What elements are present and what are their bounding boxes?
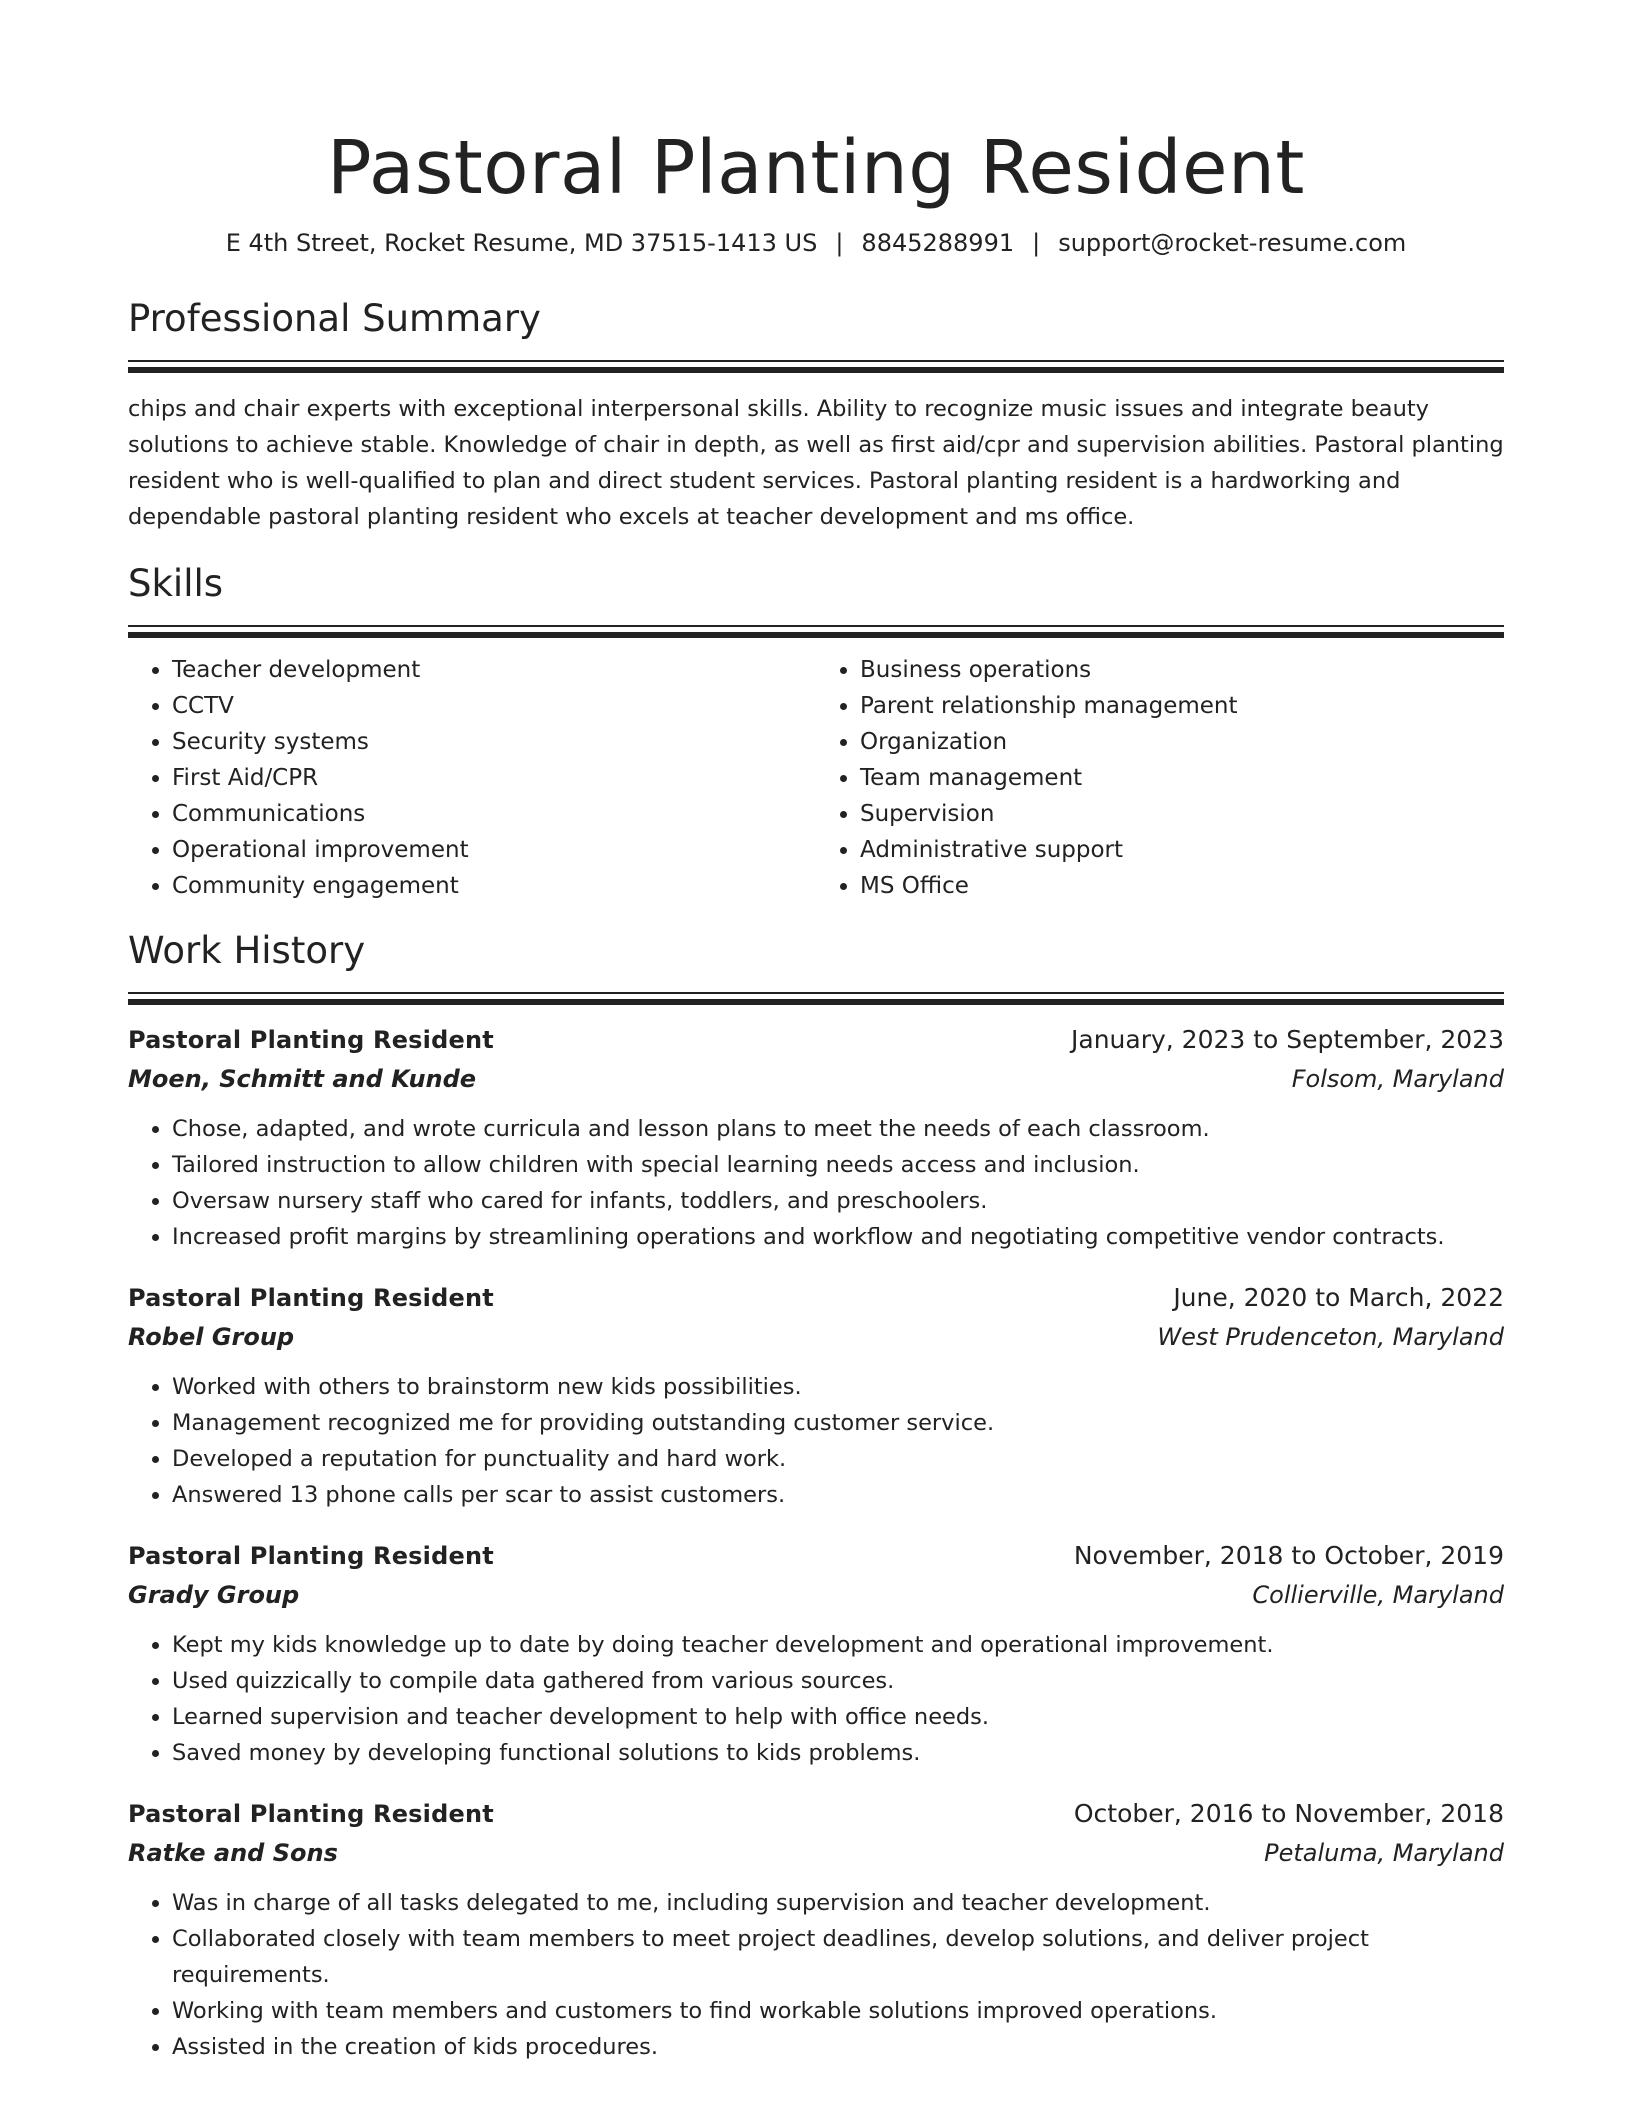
contact-phone: 8845288991: [861, 229, 1015, 257]
section-divider-thick: [128, 632, 1504, 638]
skill-item: • Parent relationship management: [860, 688, 1504, 724]
duty-item: • Developed a reputation for punctuality and hard work.: [172, 1441, 1504, 1477]
job-duties: [128, 1885, 1504, 2065]
skills-section: [128, 559, 1504, 904]
job-duties: [128, 1369, 1504, 1513]
work-history-heading: Work History: [128, 929, 366, 972]
summary-heading: Professional Summary: [128, 297, 541, 340]
section-divider-thick: [128, 367, 1504, 373]
job-company: Ratke and Sons: [128, 1839, 338, 1867]
job-entry: [128, 1537, 1504, 1771]
job-dates: October, 2016 to November, 2018: [1073, 1799, 1504, 1828]
duty-item: • Working with team members and customers to find workable solutions improved operations.: [172, 1993, 1504, 2029]
skill-item: • Security systems: [172, 724, 816, 760]
job-duties: [128, 1627, 1504, 1771]
duty-item: • Worked with others to brainstorm new kids possibilities.: [172, 1369, 1504, 1405]
job-company: Grady Group: [128, 1581, 300, 1609]
job-title: Pastoral Planting Resident: [128, 1800, 494, 1828]
skill-item: • Communications: [172, 796, 816, 832]
job-header: [128, 1795, 1504, 1833]
job-title: Pastoral Planting Resident: [128, 1284, 494, 1312]
skill-item: • First Aid/CPR: [172, 760, 816, 796]
duty-item: • Increased profit margins by streamlining operations and workflow and negotiating competitive vendor contracts.: [172, 1219, 1504, 1255]
duty-item: • Collaborated closely with team members to meet project deadlines, develop solutions, and deliver project requirements.: [172, 1921, 1504, 1993]
duty-item: • Learned supervision and teacher development to help with office needs.: [172, 1699, 1504, 1735]
duty-item: • Kept my kids knowledge up to date by doing teacher development and operational improvement.: [172, 1627, 1504, 1663]
job-subheader: [128, 1575, 1504, 1615]
duty-item: • Management recognized me for providing outstanding customer service.: [172, 1405, 1504, 1441]
duty-item: • Oversaw nursery staff who cared for infants, toddlers, and preschoolers.: [172, 1183, 1504, 1219]
job-dates: November, 2018 to October, 2019: [1073, 1541, 1504, 1570]
contact-separator: |: [835, 229, 844, 257]
skills-list-left: [128, 652, 816, 904]
contact-email: support@rocket-resume.com: [1058, 229, 1407, 257]
contact-address: E 4th Street, Rocket Resume, MD 37515-1413 US: [225, 229, 818, 257]
job-dates: January, 2023 to September, 2023: [1071, 1025, 1504, 1054]
job-dates: June, 2020 to March, 2022: [1173, 1283, 1504, 1312]
duty-item: • Chose, adapted, and wrote curricula and lesson plans to meet the needs of each classroom.: [172, 1111, 1504, 1147]
job-subheader: [128, 1833, 1504, 1873]
job-company: Moen, Schmitt and Kunde: [128, 1065, 477, 1093]
skill-item: • Supervision: [860, 796, 1504, 832]
job-subheader: [128, 1059, 1504, 1099]
job-location: Folsom, Maryland: [1291, 1065, 1504, 1093]
skills-heading: Skills: [128, 562, 224, 605]
duty-item: • Used quizzically to compile data gathered from various sources.: [172, 1663, 1504, 1699]
summary-text: chips and chair experts with exceptional interpersonal skills. Ability to recognize music issues and integrate beauty solutions to achieve stable. Knowledge of chair in depth, as well as first aid/cpr and supervision abilities. Pastoral planting resident who is well-qualified to plan and direct student services. Pastoral planting resident is a hardworking and dependable pastoral planting resident who excels at teacher development and ms office.: [128, 396, 1504, 530]
skill-item: • Teacher development: [172, 652, 816, 688]
skill-item: • Operational improvement: [172, 832, 816, 868]
section-divider: [128, 625, 1504, 627]
job-company: Robel Group: [128, 1323, 295, 1351]
duty-item: • Tailored instruction to allow children with special learning needs access and inclusion.: [172, 1147, 1504, 1183]
duty-item: • Was in charge of all tasks delegated to me, including supervision and teacher development.: [172, 1885, 1504, 1921]
job-duties: [128, 1111, 1504, 1255]
job-entry: [128, 1021, 1504, 1255]
candidate-name: Pastoral Planting Resident: [327, 125, 1305, 211]
skills-list-right: [816, 652, 1504, 904]
skill-item: • Administrative support: [860, 832, 1504, 868]
job-location: West Prudenceton, Maryland: [1157, 1323, 1504, 1351]
resume-content: [128, 118, 1504, 2065]
duty-item: • Answered 13 phone calls per scar to assist customers.: [172, 1477, 1504, 1513]
skill-item: • MS Office: [860, 868, 1504, 904]
duty-item: • Saved money by developing functional solutions to kids problems.: [172, 1735, 1504, 1771]
skill-item: • Team management: [860, 760, 1504, 796]
job-title: Pastoral Planting Resident: [128, 1542, 494, 1570]
section-divider-thick: [128, 999, 1504, 1005]
skill-item: • Community engagement: [172, 868, 816, 904]
job-header: [128, 1537, 1504, 1575]
job-location: Collierville, Maryland: [1252, 1581, 1504, 1609]
duty-item: • Assisted in the creation of kids procedures.: [172, 2029, 1504, 2065]
job-entry: [128, 1795, 1504, 2065]
job-header: [128, 1279, 1504, 1317]
job-location: Petaluma, Maryland: [1264, 1839, 1504, 1867]
job-header: [128, 1021, 1504, 1059]
section-divider: [128, 360, 1504, 362]
skill-item: • Business operations: [860, 652, 1504, 688]
skill-item: • Organization: [860, 724, 1504, 760]
skills-grid: [128, 652, 1504, 904]
contact-separator: |: [1032, 229, 1041, 257]
job-entry: [128, 1279, 1504, 1513]
section-divider: [128, 992, 1504, 994]
skill-item: • CCTV: [172, 688, 816, 724]
contact-line: [128, 226, 1504, 260]
job-title: Pastoral Planting Resident: [128, 1026, 494, 1054]
job-subheader: [128, 1317, 1504, 1357]
summary-section: [128, 294, 1504, 535]
work-history-section: [128, 926, 1504, 2065]
